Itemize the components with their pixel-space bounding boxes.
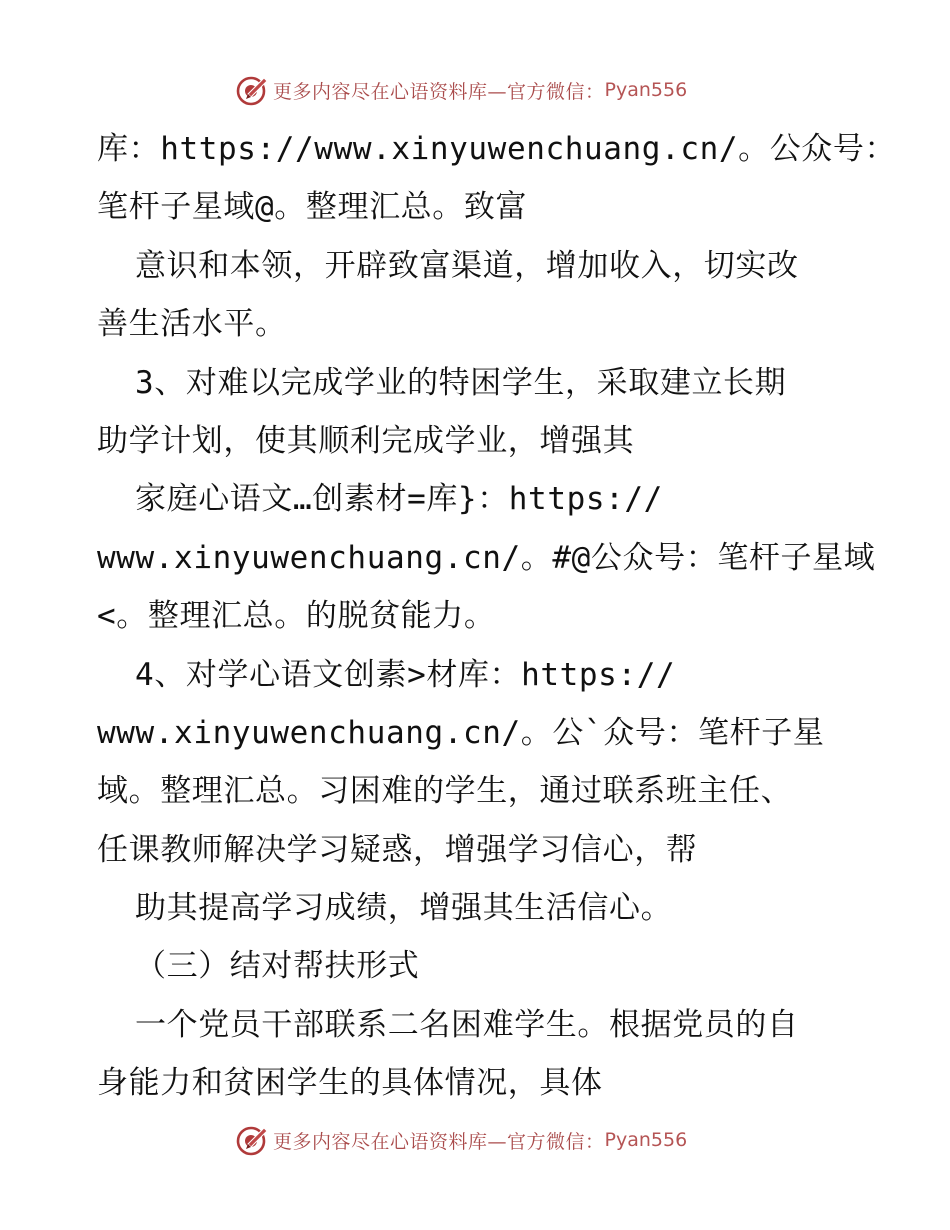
pen-logo-icon — [235, 1123, 269, 1157]
text-line: 3、对难以完成学业的特困学生，采取建立长期 — [135, 364, 787, 401]
text-line: 库：https://www.xinyuwenchuang.cn/。公众号： — [97, 131, 897, 167]
text-line: 助其提高学习成绩，增强其生活信心。 — [135, 890, 673, 927]
text-line: <。整理汇总。的脱贫能力。 — [97, 598, 496, 635]
pen-logo-icon — [235, 73, 269, 107]
text-line: 笔杆子星域@。整理汇总。致富 — [97, 189, 528, 226]
footer-banner — [235, 1122, 687, 1158]
text-line: www.xinyuwenchuang.cn/。#@公众号：笔杆子星域 — [97, 539, 876, 576]
text-line: 身能力和贫困学生的具体情况，具体 — [97, 1065, 603, 1102]
section-heading: （三）结对帮扶形式 — [135, 948, 420, 985]
header-banner-text: 更多内容尽在心语资料库—官方微信： — [273, 80, 605, 103]
text-line: 任课教师解决学习疑惑，增强学习信心，帮 — [97, 831, 698, 868]
text-line: 善生活水平。 — [97, 306, 287, 343]
text-line: 助学计划，使其顺利完成学业，增强其 — [97, 422, 635, 459]
body-text — [97, 120, 897, 1113]
text-line: 意识和本领，开辟致富渠道，增加收入，切实改 — [135, 247, 799, 284]
header-banner — [235, 72, 687, 108]
footer-banner-id: Pyan556 — [604, 1129, 688, 1151]
text-line: 一个党员干部联系二名困难学生。根据党员的自 — [135, 1006, 799, 1043]
text-line: 域。整理汇总。习困难的学生，通过联系班主任、 — [97, 773, 793, 810]
footer-banner-text: 更多内容尽在心语资料库—官方微信： — [273, 1130, 605, 1153]
header-banner-id: Pyan556 — [604, 79, 688, 101]
text-line: 4、对学心语文创素>材库：https:// — [135, 656, 676, 693]
text-line: 家庭心语文…创素材=库}：https:// — [135, 481, 663, 518]
text-line: www.xinyuwenchuang.cn/。公`众号：笔杆子星 — [97, 714, 825, 751]
